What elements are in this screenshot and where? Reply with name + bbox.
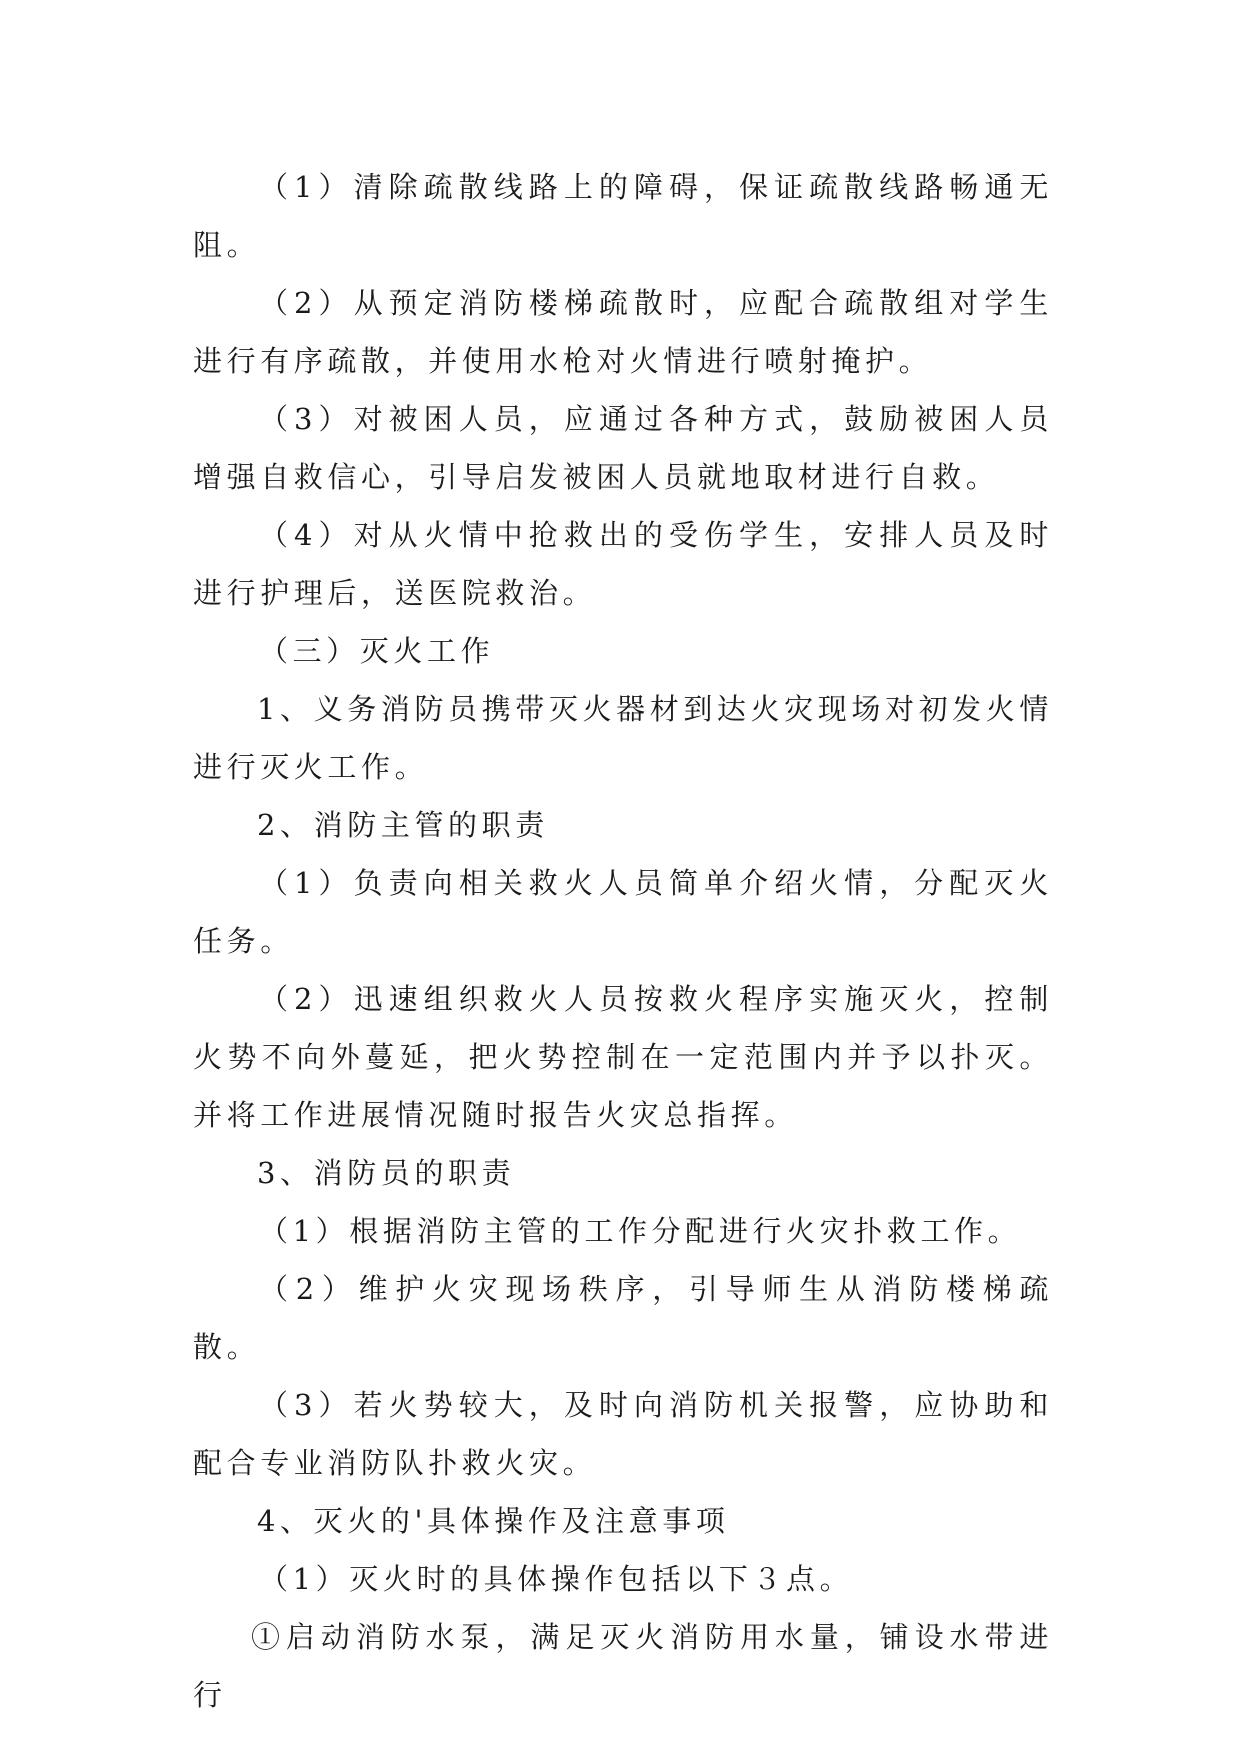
paragraph-11: （1）根据消防主管的工作分配进行火灾扑救工作。 xyxy=(259,1214,1022,1248)
paragraph-8: （1）负责向相关救火人员简单介绍火情，分配灭火任务。 xyxy=(193,866,1053,958)
paragraph-3: （3）对被困人员，应通过各种方式，鼓励被困人员增强自救信心，引导启发被困人员就地取材进行自救。 xyxy=(193,402,1053,494)
paragraph-1: （1）清除疏散线路上的障碍，保证疏散线路畅通无阻。 xyxy=(193,170,1053,262)
paragraph-15: （1）灭火时的具体操作包括以下３点。 xyxy=(259,1562,854,1596)
document-body xyxy=(193,158,1053,1724)
paragraph-16: ①启动消防水泵，满足灭火消防用水量，铺设水带进行 xyxy=(193,1620,1053,1712)
subheading-firefighter-duties: 3、消防员的职责 xyxy=(257,1156,516,1190)
paragraph-6: 1、义务消防员携带灭火器材到达火灾现场对初发火情进行灭火工作。 xyxy=(193,692,1053,784)
paragraph-9: （2）迅速组织救火人员按救火程序实施灭火，控制火势不向外蔓延，把火势控制在一定范围内并予以扑灭。并将工作进展情况随时报告火灾总指挥。 xyxy=(193,982,1053,1132)
paragraph-4: （4）对从火情中抢救出的受伤学生，安排人员及时进行护理后，送医院救治。 xyxy=(193,518,1053,610)
paragraph-2: （2）从预定消防楼梯疏散时，应配合疏散组对学生进行有序疏散，并使用水枪对火情进行喷射掩护。 xyxy=(193,286,1053,378)
paragraph-13: （3）若火势较大，及时向消防机关报警，应协助和配合专业消防队扑救火灾。 xyxy=(193,1388,1053,1480)
section-heading-fire-fighting: （三）灭火工作 xyxy=(259,634,495,668)
paragraph-12: （2）维护火灾现场秩序，引导师生从消防楼梯疏散。 xyxy=(193,1272,1053,1364)
subheading-fire-supervisor-duties: 2、消防主管的职责 xyxy=(257,808,549,842)
subheading-fire-operations: 4、灭火的'具体操作及注意事项 xyxy=(257,1504,730,1538)
